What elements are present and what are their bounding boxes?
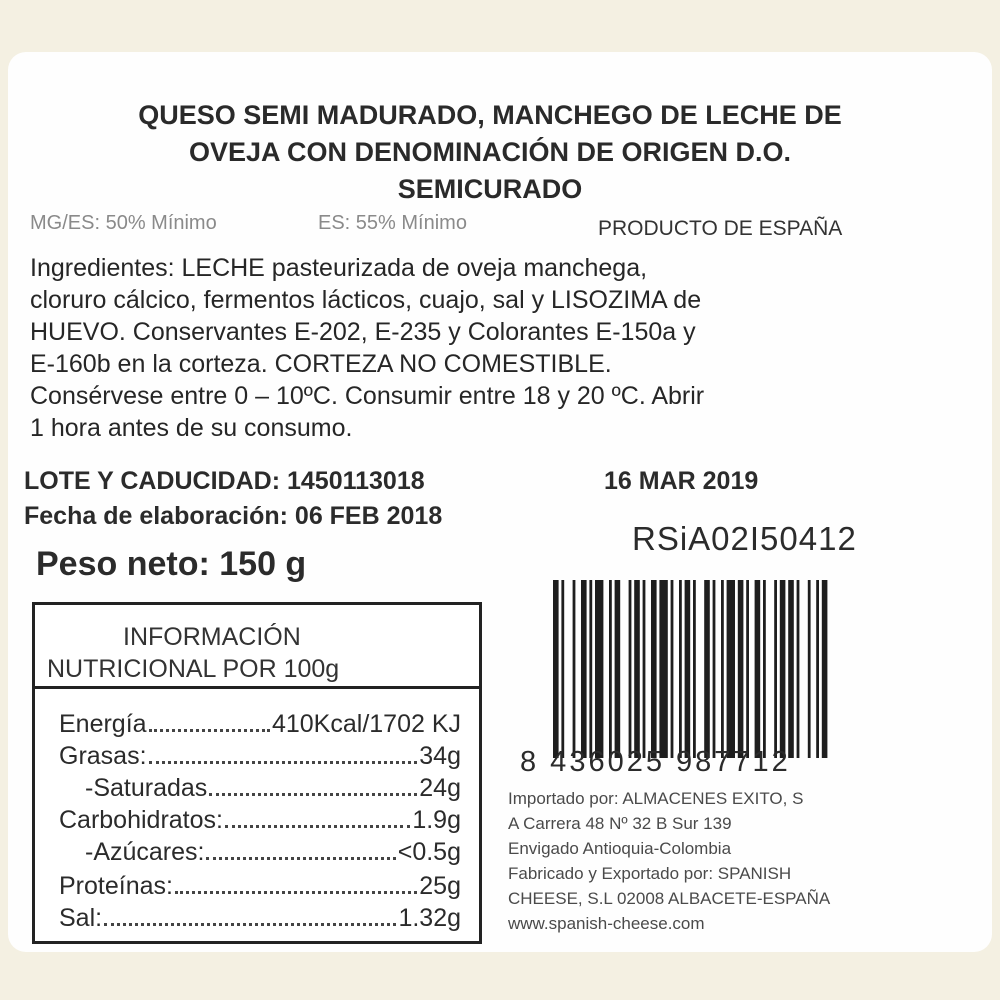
nutrition-row-saturated — [85, 769, 461, 803]
barcode-bar — [763, 580, 766, 758]
barcode-bar — [615, 580, 621, 758]
nutrient-value: 34g — [419, 742, 461, 770]
nutrient-name: -Azúcares: — [85, 838, 205, 866]
barcode-bar — [774, 580, 777, 758]
barcode-bar — [589, 580, 592, 758]
ingredients-line: 1 hora antes de su consumo. — [30, 414, 353, 442]
barcode-bar — [609, 580, 612, 758]
nutrition-row-sugars — [85, 833, 461, 867]
dry-extract: ES: 55% Mínimo — [318, 212, 467, 234]
barcode-bar — [561, 580, 564, 758]
importer-info — [508, 786, 988, 936]
nutrition-row-protein — [59, 867, 461, 901]
nutrition-header-line-1: INFORMACIÓN — [123, 623, 301, 651]
barcode-bar — [788, 580, 794, 758]
fat-content: MG/ES: 50% Mínimo — [30, 212, 217, 234]
nutrition-row-fat — [59, 737, 461, 771]
barcode-bar — [713, 580, 716, 758]
website: www.spanish-cheese.com — [508, 914, 705, 933]
barcode-bar — [629, 580, 632, 758]
barcode-bar — [721, 580, 724, 758]
importer-line: Fabricado y Exportado por: SPANISH — [508, 864, 792, 883]
importer-line: Envigado Antioquia-Colombia — [508, 839, 732, 858]
leader-dots — [206, 857, 395, 860]
nutrient-value: 1.9g — [412, 806, 461, 834]
barcode-bar — [659, 580, 667, 758]
barcode-bar — [651, 580, 657, 758]
barcode-bar — [816, 580, 819, 758]
nutrient-value: 1.32g — [398, 904, 461, 932]
nutrient-name: Sal: — [59, 904, 103, 932]
barcode-bar — [643, 580, 646, 758]
nutrition-header — [35, 605, 479, 689]
title-line-2: OVEJA CON DENOMINACIÓN DE ORIGEN D.O. — [188, 137, 792, 167]
leader-dots — [175, 891, 417, 894]
nutrient-name: -Saturadas — [85, 774, 208, 802]
leader-dots — [149, 761, 418, 764]
nutrition-row-energy — [59, 705, 461, 739]
nutrient-name: Energía — [59, 710, 147, 738]
nutrient-name: Proteínas: — [59, 872, 173, 900]
barcode-bar — [693, 580, 696, 758]
nutrient-value: 25g — [419, 872, 461, 900]
importer-line: CHEESE, S.L 02008 ALBACETE-ESPAÑA — [508, 889, 831, 908]
sanitary-registry: RSiA02I50412 — [632, 520, 857, 557]
barcode-number: 8 436025 987712 — [520, 746, 791, 778]
nutrient-value: 410Kcal/1702 KJ — [271, 710, 461, 738]
nutrition-row-carbohydrates — [59, 801, 461, 835]
net-weight: Peso neto: 150 g — [36, 545, 307, 583]
leader-dots — [209, 793, 417, 796]
ingredients-line: Ingredientes: LECHE pasteurizada de oveja manchega, — [30, 254, 648, 282]
barcode-bar — [755, 580, 761, 758]
ingredients-line: E-160b en la corteza. CORTEZA NO COMESTIBLE. — [30, 350, 612, 378]
leader-dots — [225, 825, 410, 828]
expiry-date: 16 MAR 2019 — [604, 467, 759, 495]
barcode-bar — [581, 580, 587, 758]
barcode-bar — [808, 580, 811, 758]
lot-number: LOTE Y CADUCIDAD: 1450113018 — [24, 467, 425, 495]
barcode-bar — [595, 580, 603, 758]
barcode-bar — [553, 580, 559, 758]
elaboration-date: Fecha de elaboración: 06 FEB 2018 — [24, 502, 443, 530]
barcode-bar — [679, 580, 682, 758]
barcode-bar — [685, 580, 691, 758]
title-line-3: SEMICURADO — [397, 174, 583, 204]
ingredients-line: Consérvese entre 0 – 10ºC. Consumir entre 18 y 20 ºC. Abrir — [30, 382, 705, 410]
barcode-bar — [671, 580, 674, 758]
nutrition-header-line-2: NUTRICIONAL POR 100g — [47, 655, 340, 683]
barcode-image — [553, 580, 889, 758]
barcode-bar — [573, 580, 576, 758]
title-line-1: QUESO SEMI MADURADO, MANCHEGO DE LECHE DE — [138, 100, 842, 130]
barcode-bar — [704, 580, 710, 758]
barcode-bar — [727, 580, 735, 758]
ingredients-line: cloruro cálcico, fermentos lácticos, cuajo, sal y LISOZIMA de — [30, 286, 702, 314]
leader-dots — [104, 923, 396, 926]
barcode-bar — [797, 580, 800, 758]
barcode-bar — [738, 580, 744, 758]
barcode-bar — [822, 580, 828, 758]
nutrient-name: Carbohidratos: — [59, 806, 223, 834]
barcode-bar — [634, 580, 640, 758]
nutrient-value: 24g — [419, 774, 461, 802]
product-origin: PRODUCTO DE ESPAÑA — [598, 217, 843, 240]
nutrient-value: <0.5g — [397, 838, 461, 866]
ingredients-block — [30, 252, 930, 444]
nutrient-name: Grasas: — [59, 742, 147, 770]
ingredients-line: HUEVO. Conservantes E-202, E-235 y Colorantes E-150a y — [30, 318, 696, 346]
nutrition-table — [32, 602, 482, 944]
importer-line: Importado por: ALMACENES EXITO, S — [508, 789, 804, 808]
barcode-bar — [780, 580, 786, 758]
importer-line: A Carrera 48 Nº 32 B Sur 139 — [508, 814, 732, 833]
leader-dots — [149, 729, 270, 732]
nutrition-row-salt — [59, 899, 461, 933]
barcode-bar — [746, 580, 749, 758]
